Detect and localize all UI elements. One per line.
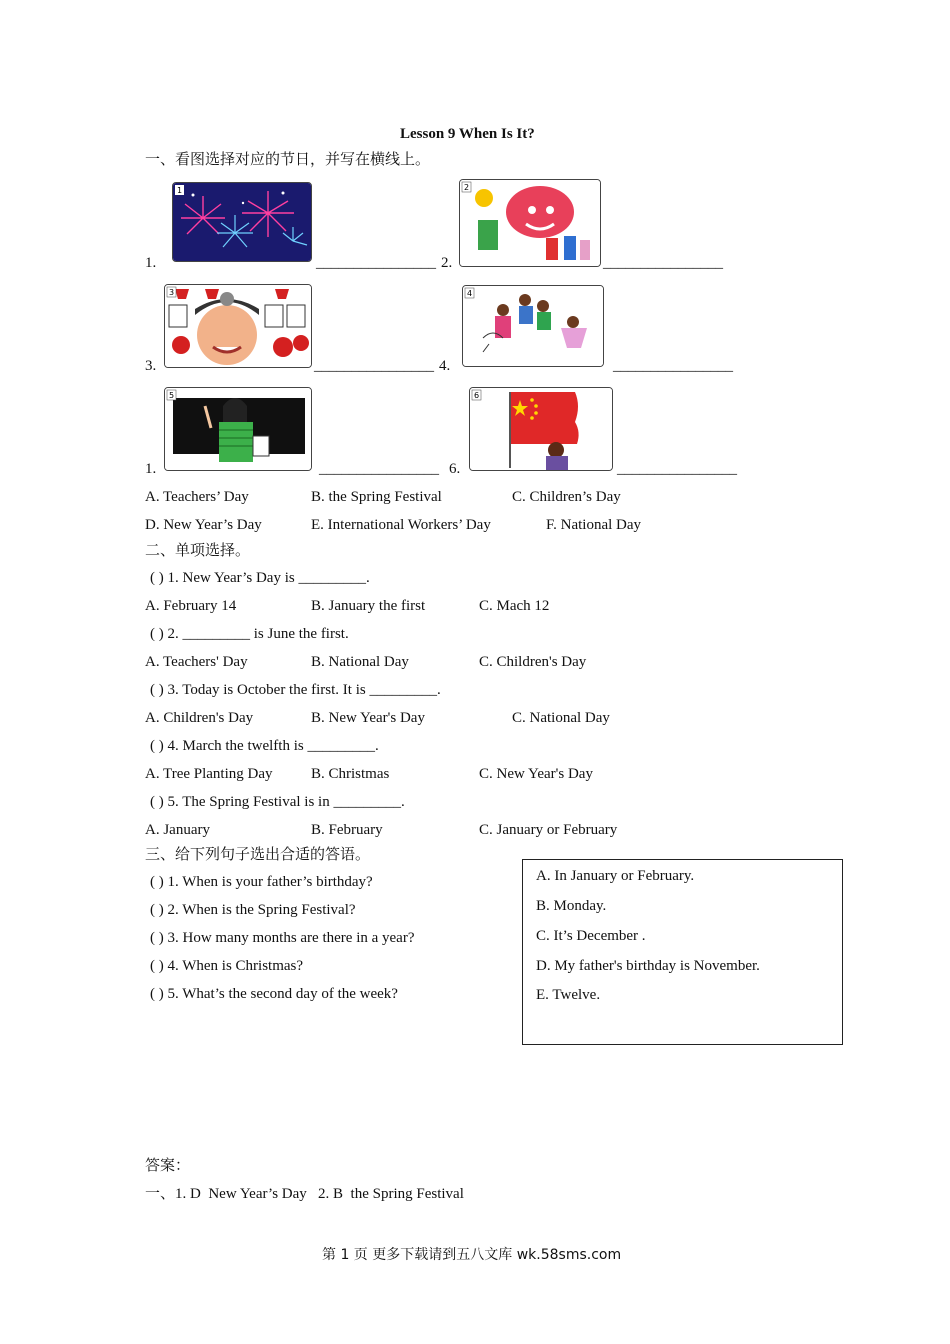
- choice-c: C. New Year's Day: [479, 766, 593, 782]
- row1-left-blank[interactable]: ________________: [316, 255, 436, 271]
- page-title: Lesson 9 When Is It?: [400, 126, 535, 142]
- spring-festival-picture: [459, 179, 601, 267]
- row3-right-number: 6.: [449, 461, 461, 477]
- option-c: C. Children’s Day: [512, 489, 621, 505]
- choice-b: B. Christmas: [311, 766, 390, 782]
- match-answer: D. My father's birthday is November.: [536, 958, 760, 974]
- answer-key-label: 答案：: [145, 1158, 191, 1174]
- question-stem: ( ) 2. _________ is June the first.: [150, 626, 349, 642]
- row2-left-blank[interactable]: ________________: [314, 358, 434, 374]
- childrens-day-picture: [462, 285, 604, 367]
- row2-left-number: 3.: [145, 358, 157, 374]
- row1-left-number: 1.: [145, 255, 157, 271]
- picture-number: 2: [464, 183, 470, 192]
- choice-a: A. January: [145, 822, 210, 838]
- match-answer: B. Monday.: [536, 898, 607, 914]
- question-stem: ( ) 3. Today is October the first. It is _________.: [150, 682, 441, 698]
- choice-a: A. Children's Day: [145, 710, 254, 726]
- question-stem: ( ) 4. March the twelfth is _________.: [150, 738, 379, 754]
- picture-number: 3: [169, 288, 175, 297]
- choice-b: B. National Day: [311, 654, 409, 670]
- match-answer: E. Twelve.: [536, 987, 601, 1003]
- choice-c: C. Children's Day: [479, 654, 587, 670]
- national-day-picture: [469, 387, 613, 471]
- choice-a: A. February 14: [145, 598, 237, 614]
- fireworks-picture: [172, 182, 312, 262]
- picture-number: 5: [169, 391, 175, 400]
- match-question: ( ) 2. When is the Spring Festival?: [150, 902, 356, 918]
- match-question: ( ) 3. How many months are there in a year?: [150, 930, 415, 946]
- picture-number: 4: [467, 289, 473, 298]
- answer-box: [522, 859, 843, 1045]
- option-d: D. New Year’s Day: [145, 517, 262, 533]
- choice-c: C. January or February: [479, 822, 618, 838]
- row3-left-number: 1.: [145, 461, 157, 477]
- option-f: F. National Day: [546, 517, 642, 533]
- part3-heading: 三、给下列句子选出合适的答语。: [145, 847, 371, 863]
- picture-number: 1: [177, 186, 183, 195]
- choice-b: B. January the first: [311, 598, 426, 614]
- part1-heading: 一、看图选择对应的节日，并写在横线上。: [145, 152, 431, 168]
- choice-a: A. Teachers' Day: [145, 654, 248, 670]
- workers-day-picture: [164, 284, 312, 368]
- row1-right-number: 2.: [441, 255, 453, 271]
- match-answer: C. It’s December .: [536, 928, 646, 944]
- row1-right-blank[interactable]: ________________: [603, 255, 723, 271]
- part2-heading: 二、单项选择。: [145, 543, 251, 559]
- row2-right-blank[interactable]: ________________: [613, 358, 733, 374]
- match-question: ( ) 5. What’s the second day of the week?: [150, 986, 398, 1002]
- choice-a: A. Tree Planting Day: [145, 766, 273, 782]
- page-footer: 第 1 页 更多下载请到五八文库 wk.58sms.com: [322, 1247, 622, 1263]
- option-e: E. International Workers’ Day: [311, 517, 491, 533]
- match-answer: A. In January or February.: [536, 868, 695, 884]
- match-question: ( ) 4. When is Christmas?: [150, 958, 304, 974]
- choice-b: B. New Year's Day: [311, 710, 425, 726]
- question-stem: ( ) 1. New Year’s Day is _________.: [150, 570, 370, 586]
- option-b: B. the Spring Festival: [311, 489, 442, 505]
- choice-b: B. February: [311, 822, 383, 838]
- option-a: A. Teachers’ Day: [145, 489, 249, 505]
- choice-c: C. National Day: [512, 710, 610, 726]
- picture-number: 6: [474, 391, 480, 400]
- row3-left-blank[interactable]: ________________: [319, 461, 439, 477]
- row3-right-blank[interactable]: ________________: [617, 461, 737, 477]
- answer-key-line: 一、1. D New Year’s Day 2. B the Spring Festival: [145, 1186, 464, 1202]
- match-question: ( ) 1. When is your father’s birthday?: [150, 874, 373, 890]
- question-stem: ( ) 5. The Spring Festival is in _________.: [150, 794, 405, 810]
- choice-c: C. Mach 12: [479, 598, 550, 614]
- row2-right-number: 4.: [439, 358, 451, 374]
- teachers-day-picture: [164, 387, 312, 471]
